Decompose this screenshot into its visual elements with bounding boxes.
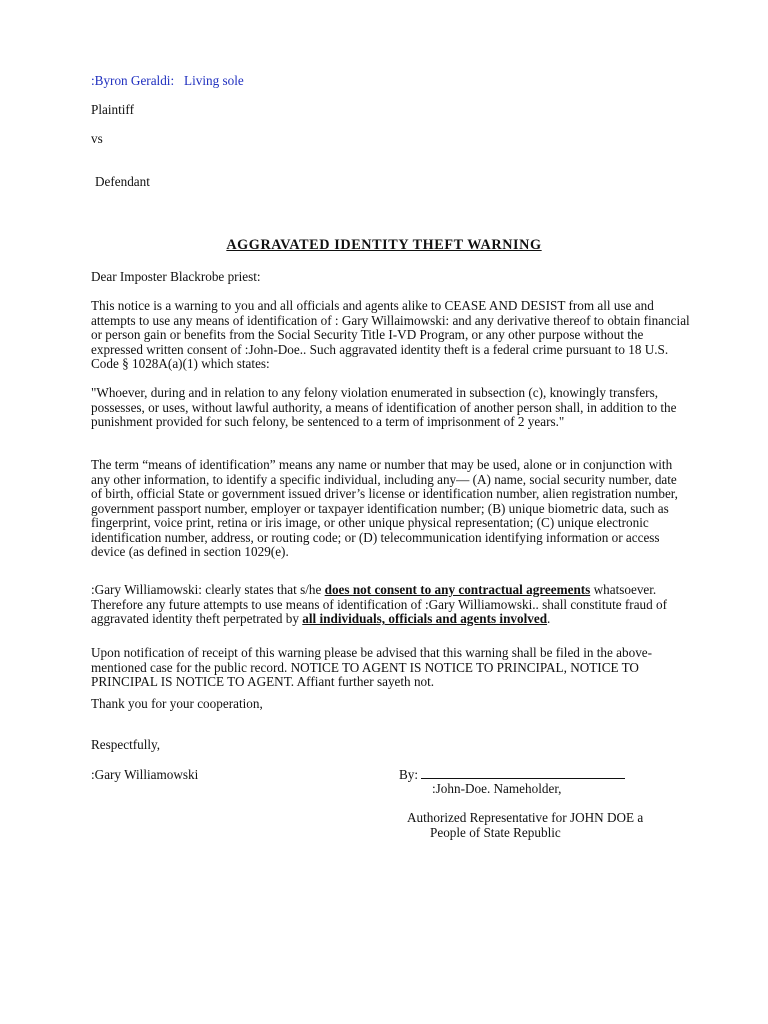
all-individuals-emphasis: all individuals, officials and agents involved <box>302 611 548 626</box>
no-consent-text-1: :Gary Williamowski: clearly states that s/he <box>91 582 325 597</box>
paragraph-means-of-identification: The term “means of identification” means any name or number that may be used, alone or in conjunction with any other information, to identify a specific individual, including any— (A) name, social security number, date of birth, official State or government issued driver’s license or identification number, alien registration number, government passport number, employer or taxpayer identification number; (B) unique biometric data, such as fingerprint, voice print, retina or iris image, or other unique physical representation; (C) unique electronic identification number, address, or routing code; or (D) telecommunication identifying information or access device (as defined in section 1029(e). <box>91 457 678 559</box>
signature-line <box>421 767 625 779</box>
paragraph-cease-desist: This notice is a warning to you and all officials and agents alike to CEASE AND DESIST from all use and attempts to use any means of identification of : Gary Willaimowski: and any derivative thereof to obtain financial or person gain or benefits from the Social Security Title I-VD Program, or any other purpose without the expressed written consent of :John-Doe.. Such aggravated identity theft is a federal crime pursuant to 18 U.S. Code § 1028A(a)(1) which states: <box>91 298 690 371</box>
people-of-state-line: People of State Republic <box>430 825 561 840</box>
thanks-line: Thank you for your cooperation, <box>91 696 263 711</box>
plaintiff-name: :Byron Geraldi: <box>91 73 175 88</box>
living-sole-label: Living sole <box>184 73 244 88</box>
paragraph-statute-quote: "Whoever, during and in relation to any felony violation enumerated in subsection (c), knowingly transfers, possesses, or uses, without lawful authority, a means of identification of another person shall, in addition to the punishment provided for such felony, be sentenced to a term of imprisonment of 2 years." <box>91 385 677 429</box>
plaintiff-label: Plaintiff <box>91 102 134 117</box>
no-consent-text-3: . <box>547 611 551 626</box>
no-consent-emphasis: does not consent to any contractual agreements <box>324 582 591 597</box>
by-label: By: <box>399 767 419 782</box>
signer-name: :Gary Williamowski <box>91 767 199 782</box>
nameholder-line: :John-Doe. Nameholder, <box>432 781 562 796</box>
plaintiff-name-line <box>91 73 244 89</box>
paragraph-no-consent <box>91 583 691 627</box>
authorized-representative-line: Authorized Representative for JOHN DOE a <box>407 810 644 825</box>
vs-label: vs <box>91 131 103 146</box>
no-consent-text-2: whatsoever. Therefore any future attempts to use means of identification of :Gary Williamowski.. shall constitute fraud of aggravated identity theft perpetrated by <box>91 582 668 626</box>
defendant-label: Defendant <box>95 174 150 189</box>
closing-line: Respectfully, <box>91 737 161 752</box>
paragraph-notification: Upon notification of receipt of this warning please be advised that this warning shall be filed in the above-mentioned case for the public record. NOTICE TO AGENT IS NOTICE TO PRINCIPAL, NOTICE TO PRINCIPAL IS NOTICE TO AGENT. Affiant further sayeth not. <box>91 645 653 689</box>
salutation: Dear Imposter Blackrobe priest: <box>91 269 261 284</box>
document-title: AGGRAVATED IDENTITY THEFT WARNING <box>226 237 542 253</box>
